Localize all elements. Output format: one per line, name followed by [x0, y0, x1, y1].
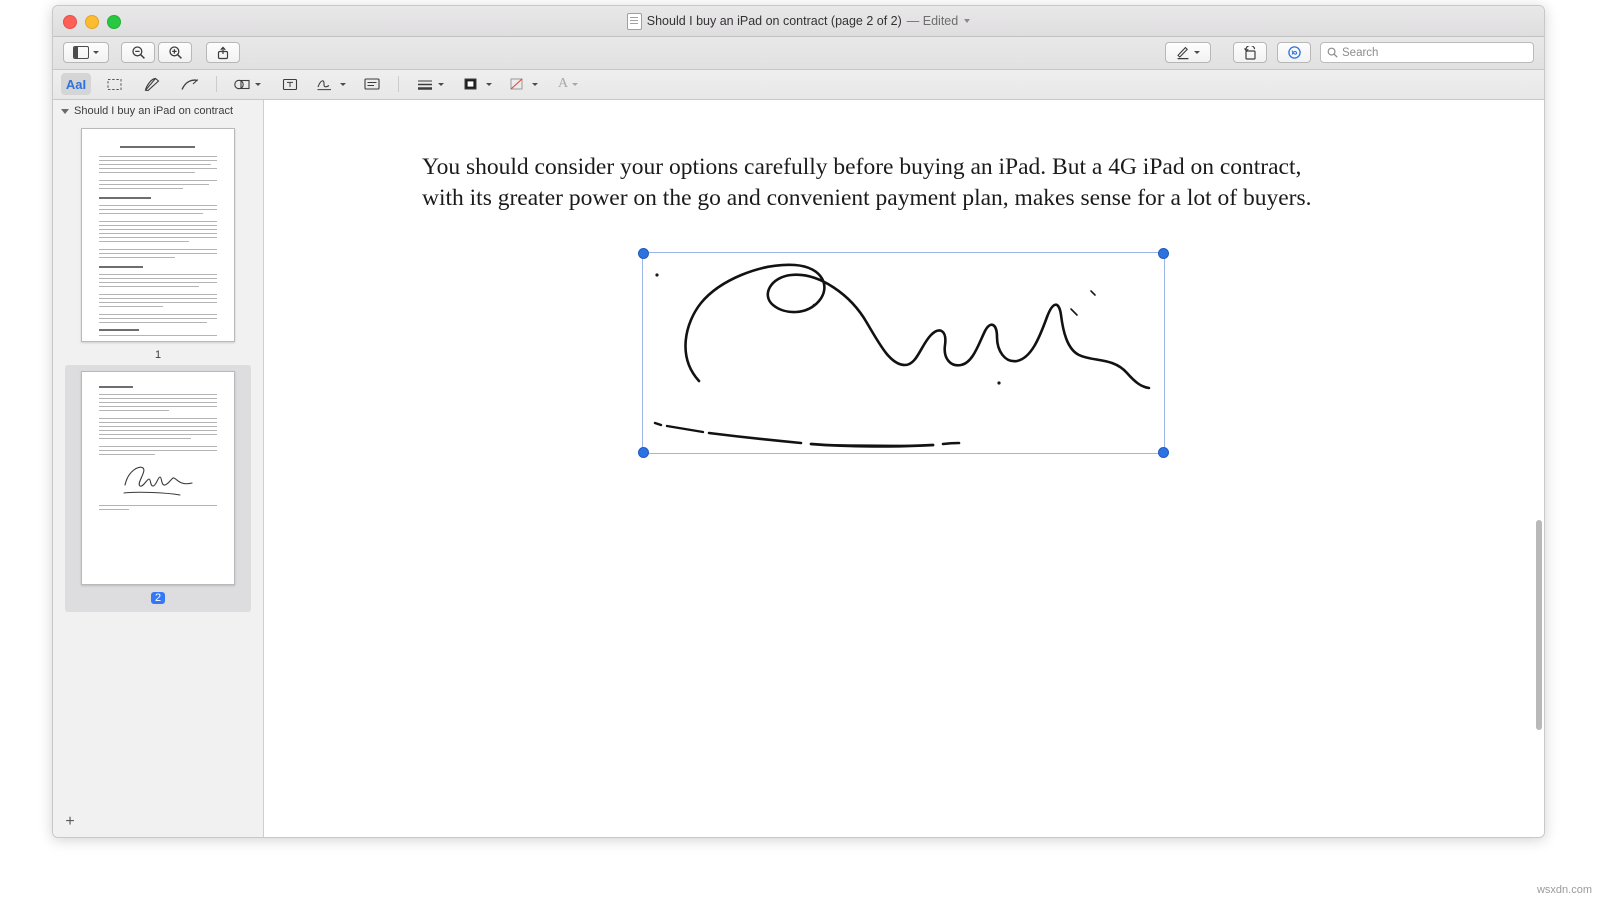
resize-handle-bottom-left[interactable] — [638, 447, 649, 458]
annotate-circle-icon — [1287, 45, 1302, 60]
preview-document-icon — [627, 13, 642, 30]
document-view[interactable] — [264, 100, 1544, 838]
watermark-text: wsxdn.com — [1536, 884, 1592, 896]
resize-handle-bottom-right[interactable] — [1158, 447, 1169, 458]
toolbar-divider — [216, 76, 217, 92]
window-controls — [63, 15, 121, 29]
window-title-group — [53, 6, 1544, 36]
window-body — [53, 100, 1544, 838]
search-input[interactable] — [1320, 42, 1534, 63]
toolbar-divider-2 — [398, 76, 399, 92]
zoom-in-button[interactable] — [158, 42, 192, 63]
thumbnail-page-2[interactable] — [53, 363, 263, 606]
edited-status: — Edited — [906, 14, 959, 28]
main-toolbar — [53, 37, 1544, 70]
draw-line-icon — [180, 76, 200, 93]
thumbnail-page-number: 1 — [154, 349, 162, 361]
rectangular-selection-tool[interactable] — [99, 73, 129, 95]
text-tool[interactable] — [275, 73, 305, 95]
chevron-down-icon — [255, 83, 261, 86]
document-page — [264, 100, 1536, 838]
rotate-left-icon — [1243, 46, 1258, 60]
sidebar-view-icon — [73, 46, 89, 59]
resize-handle-top-left[interactable] — [638, 248, 649, 259]
chevron-down-icon — [93, 51, 99, 54]
border-color-icon — [462, 77, 482, 91]
search-placeholder: Search — [1342, 46, 1379, 59]
fill-color-tool[interactable] — [503, 73, 543, 95]
page-preview-1[interactable] — [81, 128, 235, 342]
signature-drawing — [643, 253, 1164, 453]
thumbnail-signature-icon — [122, 464, 196, 498]
text-selection-label: AaI — [65, 76, 87, 92]
thumbnail-page-number-active: 2 — [151, 592, 165, 604]
page-preview-2[interactable] — [81, 371, 235, 585]
signature-icon — [316, 76, 336, 92]
thumbnail-page-1[interactable] — [53, 124, 263, 363]
share-icon — [216, 46, 230, 60]
zoom-out-button[interactable] — [121, 42, 155, 63]
text-box-icon — [282, 77, 298, 92]
markup-toolbar-button[interactable] — [1165, 42, 1211, 63]
thumbnail-list — [53, 120, 263, 606]
share-button[interactable] — [206, 42, 240, 63]
sidebar-view-button[interactable] — [63, 42, 109, 63]
text-style-tool[interactable] — [549, 73, 587, 95]
close-button[interactable] — [63, 15, 77, 29]
text-style-label: A — [557, 76, 569, 91]
text-selection-tool[interactable] — [61, 73, 91, 95]
rectangular-selection-icon — [106, 77, 123, 92]
document-paragraph: You should consider your options carefully before buying an iPad. But a 4G iPad on contract, with its greater power on the go and convenient payment plan, makes sense for a lot of buyers. — [422, 153, 1312, 211]
sketch-tool[interactable] — [137, 73, 167, 95]
chevron-down-icon — [1194, 51, 1200, 54]
fill-color-icon — [508, 77, 528, 91]
markup-toolbar — [53, 70, 1544, 100]
vertical-scrollbar-thumb[interactable] — [1536, 520, 1542, 730]
line-weight-icon — [416, 77, 434, 91]
chevron-down-icon — [486, 83, 492, 86]
search-icon — [1327, 47, 1338, 58]
vertical-scrollbar[interactable] — [1535, 100, 1543, 838]
minimize-button[interactable] — [85, 15, 99, 29]
note-tool[interactable] — [357, 73, 387, 95]
thumbnail-sidebar[interactable] — [53, 100, 264, 838]
chevron-down-icon — [340, 83, 346, 86]
draw-tool[interactable] — [175, 73, 205, 95]
rotate-left-button[interactable] — [1233, 42, 1267, 63]
resize-handle-top-right[interactable] — [1158, 248, 1169, 259]
maximize-button[interactable] — [107, 15, 121, 29]
chevron-down-icon — [572, 83, 578, 86]
markup-pen-icon — [1176, 46, 1190, 60]
zoom-out-icon — [131, 45, 146, 60]
preview-window — [52, 5, 1545, 838]
thumb-title-line — [120, 146, 195, 148]
shapes-icon — [233, 77, 251, 92]
window-titlebar[interactable] — [53, 6, 1544, 37]
border-color-tool[interactable] — [457, 73, 497, 95]
sign-tool[interactable] — [313, 73, 349, 95]
chevron-down-icon[interactable] — [964, 19, 970, 23]
shape-style-tool[interactable] — [411, 73, 449, 95]
shapes-tool[interactable] — [229, 73, 265, 95]
disclosure-triangle-icon[interactable] — [61, 109, 69, 114]
sketch-pencil-icon — [143, 76, 161, 93]
chevron-down-icon — [532, 83, 538, 86]
signature-annotation[interactable] — [642, 252, 1165, 454]
chevron-down-icon — [438, 83, 444, 86]
add-page-button[interactable]: + — [65, 813, 75, 830]
sidebar-header[interactable] — [53, 100, 263, 120]
sidebar-document-name: Should I buy an iPad on contract — [74, 105, 233, 117]
window-title: Should I buy an iPad on contract (page 2 of 2) — [646, 14, 902, 28]
zoom-in-icon — [168, 45, 183, 60]
annotate-button[interactable] — [1277, 42, 1311, 63]
note-icon — [363, 77, 381, 91]
